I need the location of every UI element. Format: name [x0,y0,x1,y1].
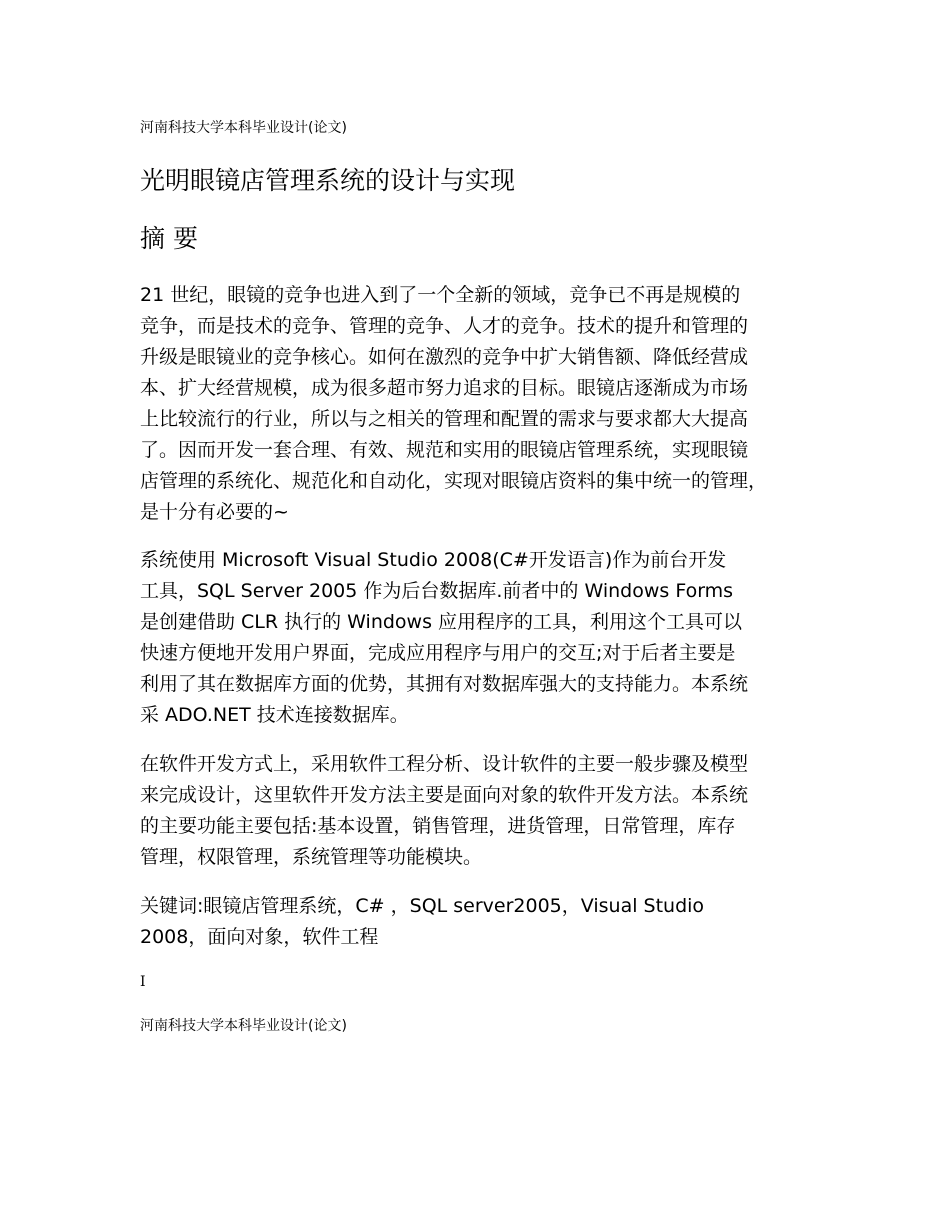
paragraph-line: 了。因而开发一套合理、有效、规范和实用的眼镜店管理系统，实现眼镜 [140,439,749,461]
paragraph-line: 是十分有必要的~ [140,501,289,523]
paragraph-line: 店管理的系统化、规范化和自动化，实现对眼镜店资料的集中统一的管理， [140,470,768,492]
page-number: I [140,974,146,990]
paragraph-line: 21 世纪，眼镜的竞争也进入到了一个全新的领域，竞争已不再是规模的 [140,284,741,306]
paragraph-line: 管理，权限管理，系统管理等功能模块。 [140,846,483,868]
keywords-line: 2008，面向对象，软件工程 [140,926,379,948]
paragraph-line: 本、扩大经营规模，成为很多超市努力追求的目标。眼镜店逐渐成为市场 [140,377,749,399]
abstract-paragraph-3 [140,749,748,873]
abstract-heading: 摘 要 [140,224,198,253]
paragraph-line: 的主要功能主要包括:基本设置，销售管理，进货管理，日常管理，库存 [140,815,736,837]
paragraph-line: 是创建借助 CLR 执行的 Windows 应用程序的工具，利用这个工具可以 [140,611,743,633]
paragraph-line: 来完成设计，这里软件开发方法主要是面向对象的软件开发方法。本系统 [140,784,749,806]
running-header: 河南科技大学本科毕业设计(论文) [140,120,347,136]
paragraph-line: 系统使用 Microsoft Visual Studio 2008(C#开发语言)作为前台开发 [140,549,727,571]
keywords-line: 关键词:眼镜店管理系统，C# ，SQL server2005，Visual Studio [140,895,705,917]
paragraph-line: 在软件开发方式上，采用软件工程分析、设计软件的主要一般步骤及模型 [140,753,749,775]
abstract-paragraph-1 [140,280,767,528]
paragraph-line: 升级是眼镜业的竞争核心。如何在激烈的竞争中扩大销售额、降低经营成 [140,346,749,368]
next-page-running-header: 河南科技大学本科毕业设计(论文) [140,1018,347,1034]
paragraph-line: 快速方便地开发用户界面，完成应用程序与用户的交互;对于后者主要是 [140,642,736,664]
paragraph-line: 上比较流行的行业，所以与之相关的管理和配置的需求与要求都大大提高 [140,408,749,430]
keywords-paragraph [140,891,704,953]
paragraph-line: 竞争，而是技术的竞争、管理的竞争、人才的竞争。技术的提升和管理的 [140,315,749,337]
paragraph-line: 利用了其在数据库方面的优势，其拥有对数据库强大的支持能力。本系统 [140,673,749,695]
paragraph-line: 采 ADO.NET 技术连接数据库。 [140,704,409,726]
abstract-paragraph-2 [140,545,748,731]
thesis-title: 光明眼镜店管理系统的设计与实现 [140,166,516,195]
paragraph-line: 工具，SQL Server 2005 作为后台数据库.前者中的 Windows Forms [140,580,734,602]
